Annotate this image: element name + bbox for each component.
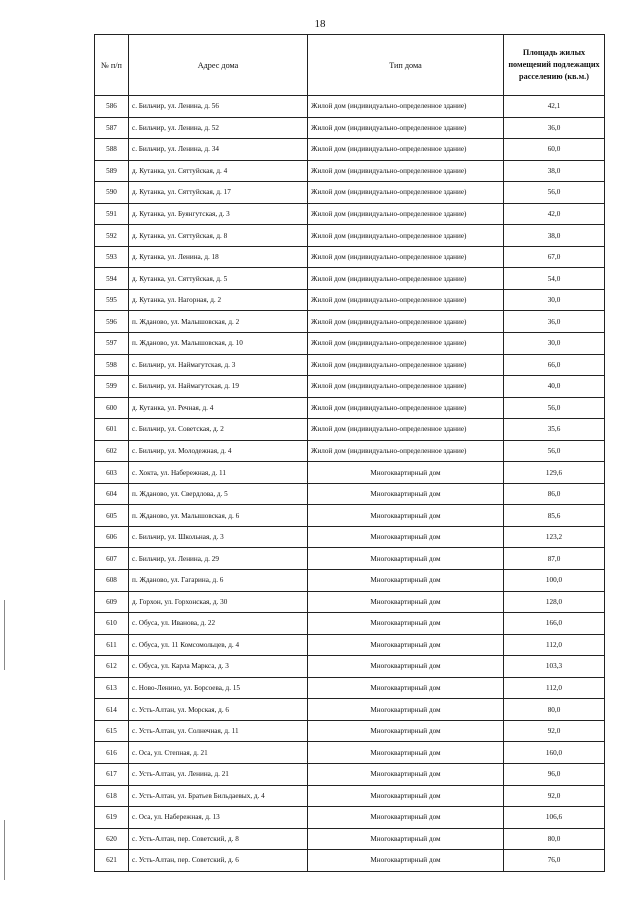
row-house-type: Жилой дом (индивидуально-определенное здание): [308, 182, 504, 204]
header-area: Площадь жилых помещений подлежащих расселению (кв.м.): [504, 35, 605, 96]
table-row: [95, 720, 605, 742]
row-area: 100,0: [504, 570, 605, 592]
row-address: с. Усть-Алтан, ул. Ленина, д. 21: [129, 763, 308, 785]
table-row: [95, 419, 605, 441]
row-area: 76,0: [504, 850, 605, 872]
row-number: 598: [95, 354, 129, 376]
table-row: [95, 742, 605, 764]
row-area: 60,0: [504, 139, 605, 161]
row-number: 620: [95, 828, 129, 850]
row-address: с. Бильчир, ул. Молодежная, д. 4: [129, 440, 308, 462]
row-area: 112,0: [504, 677, 605, 699]
row-area: 103,3: [504, 656, 605, 678]
row-house-type: Многоквартирный дом: [308, 548, 504, 570]
table-row: [95, 570, 605, 592]
row-address: с. Оса, ул. Набережная, д. 13: [129, 807, 308, 829]
row-number: 606: [95, 526, 129, 548]
row-house-type: Жилой дом (индивидуально-определенное здание): [308, 333, 504, 355]
row-area: 67,0: [504, 246, 605, 268]
row-number: 617: [95, 763, 129, 785]
row-house-type: Жилой дом (индивидуально-определенное здание): [308, 139, 504, 161]
row-address: с. Бильчир, ул. Ленина, д. 34: [129, 139, 308, 161]
margin-mark: [4, 820, 5, 880]
row-house-type: Жилой дом (индивидуально-определенное здание): [308, 397, 504, 419]
row-address: п. Жданово, ул. Малышовская, д. 2: [129, 311, 308, 333]
row-number: 609: [95, 591, 129, 613]
table-row: [95, 828, 605, 850]
row-house-type: Многоквартирный дом: [308, 526, 504, 548]
row-number: 596: [95, 311, 129, 333]
row-address: д. Кутанка, ул. Сяттуйская, д. 17: [129, 182, 308, 204]
row-house-type: Многоквартирный дом: [308, 483, 504, 505]
row-house-type: Многоквартирный дом: [308, 763, 504, 785]
table-row: [95, 634, 605, 656]
row-address: с. Бильчир, ул. Ленина, д. 56: [129, 96, 308, 118]
row-house-type: Жилой дом (индивидуально-определенное здание): [308, 354, 504, 376]
row-number: 610: [95, 613, 129, 635]
row-house-type: Многоквартирный дом: [308, 634, 504, 656]
row-area: 160,0: [504, 742, 605, 764]
row-number: 602: [95, 440, 129, 462]
row-number: 597: [95, 333, 129, 355]
row-area: 106,6: [504, 807, 605, 829]
row-number: 601: [95, 419, 129, 441]
row-house-type: Жилой дом (индивидуально-определенное здание): [308, 96, 504, 118]
row-address: д. Кутанка, ул. Нагорная, д. 2: [129, 289, 308, 311]
row-house-type: Многоквартирный дом: [308, 570, 504, 592]
table-row: [95, 699, 605, 721]
table-row: [95, 354, 605, 376]
row-number: 619: [95, 807, 129, 829]
row-house-type: Жилой дом (индивидуально-определенное здание): [308, 311, 504, 333]
row-area: 35,6: [504, 419, 605, 441]
table-row: [95, 117, 605, 139]
table-row: [95, 807, 605, 829]
row-house-type: Многоквартирный дом: [308, 656, 504, 678]
row-number: 618: [95, 785, 129, 807]
row-area: 30,0: [504, 333, 605, 355]
row-number: 603: [95, 462, 129, 484]
table-row: [95, 203, 605, 225]
row-house-type: Многоквартирный дом: [308, 677, 504, 699]
table-row: [95, 591, 605, 613]
row-house-type: Многоквартирный дом: [308, 699, 504, 721]
row-house-type: Жилой дом (индивидуально-определенное здание): [308, 289, 504, 311]
table-row: [95, 613, 605, 635]
row-area: 42,0: [504, 203, 605, 225]
row-house-type: Многоквартирный дом: [308, 720, 504, 742]
row-number: 616: [95, 742, 129, 764]
row-area: 66,0: [504, 354, 605, 376]
row-area: 80,0: [504, 699, 605, 721]
row-number: 605: [95, 505, 129, 527]
row-address: п. Жданово, ул. Малышовская, д. 10: [129, 333, 308, 355]
table-row: [95, 505, 605, 527]
row-address: с. Усть-Алтан, ул. Морская, д. 6: [129, 699, 308, 721]
row-house-type: Жилой дом (индивидуально-определенное здание): [308, 419, 504, 441]
row-area: 38,0: [504, 160, 605, 182]
row-house-type: Жилой дом (индивидуально-определенное здание): [308, 376, 504, 398]
table-row: [95, 160, 605, 182]
row-number: 592: [95, 225, 129, 247]
row-address: с. Хокта, ул. Набережная, д. 11: [129, 462, 308, 484]
row-area: 30,0: [504, 289, 605, 311]
margin-mark: [4, 600, 5, 670]
row-house-type: Жилой дом (индивидуально-определенное здание): [308, 225, 504, 247]
row-address: п. Жданово, ул. Свердлова, д. 5: [129, 483, 308, 505]
table-row: [95, 246, 605, 268]
row-address: п. Жданово, ул. Гагарина, д. 6: [129, 570, 308, 592]
table-row: [95, 96, 605, 118]
table-row: [95, 785, 605, 807]
table-row: [95, 526, 605, 548]
row-area: 36,0: [504, 117, 605, 139]
row-number: 593: [95, 246, 129, 268]
table-row: [95, 182, 605, 204]
header-address: Адрес дома: [129, 35, 308, 96]
row-number: 613: [95, 677, 129, 699]
row-address: д. Кутанка, ул. Ленина, д. 18: [129, 246, 308, 268]
row-house-type: Многоквартирный дом: [308, 505, 504, 527]
row-house-type: Многоквартирный дом: [308, 742, 504, 764]
row-area: 112,0: [504, 634, 605, 656]
row-number: 588: [95, 139, 129, 161]
page-number: 18: [314, 18, 326, 30]
row-number: 615: [95, 720, 129, 742]
row-area: 166,0: [504, 613, 605, 635]
row-address: д. Кутанка, ул. Сяттуйская, д. 5: [129, 268, 308, 290]
row-area: 80,0: [504, 828, 605, 850]
row-address: п. Жданово, ул. Малышовская, д. 6: [129, 505, 308, 527]
row-house-type: Многоквартирный дом: [308, 807, 504, 829]
row-number: 612: [95, 656, 129, 678]
row-area: 42,1: [504, 96, 605, 118]
row-area: 56,0: [504, 182, 605, 204]
row-number: 600: [95, 397, 129, 419]
row-area: 56,0: [504, 397, 605, 419]
row-address: с. Бильчир, ул. Советская, д. 2: [129, 419, 308, 441]
row-area: 123,2: [504, 526, 605, 548]
row-area: 86,0: [504, 483, 605, 505]
row-house-type: Многоквартирный дом: [308, 828, 504, 850]
row-house-type: Многоквартирный дом: [308, 591, 504, 613]
row-address: с. Обуса, ул. 11 Комсомольцев, д. 4: [129, 634, 308, 656]
row-number: 599: [95, 376, 129, 398]
table-row: [95, 763, 605, 785]
row-address: с. Бильчир, ул. Наймагутская, д. 3: [129, 354, 308, 376]
table-row: [95, 289, 605, 311]
row-area: 87,0: [504, 548, 605, 570]
row-house-type: Многоквартирный дом: [308, 850, 504, 872]
row-house-type: Многоквартирный дом: [308, 785, 504, 807]
row-area: 96,0: [504, 763, 605, 785]
table-row: [95, 462, 605, 484]
row-house-type: Жилой дом (индивидуально-определенное здание): [308, 246, 504, 268]
table-row: [95, 656, 605, 678]
row-address: с. Усть-Алтан, пер. Советский, д. 6: [129, 850, 308, 872]
row-address: д. Горхон, ул. Горхонская, д. 30: [129, 591, 308, 613]
table-row: [95, 311, 605, 333]
row-address: с. Бильчир, ул. Наймагутская, д. 19: [129, 376, 308, 398]
row-address: с. Бильчир, ул. Ленина, д. 52: [129, 117, 308, 139]
row-address: д. Кутанка, ул. Сяттуйская, д. 4: [129, 160, 308, 182]
row-address: с. Обуса, ул. Иванова, д. 22: [129, 613, 308, 635]
table-row: [95, 483, 605, 505]
row-address: с. Бильчир, ул. Школьная, д. 3: [129, 526, 308, 548]
row-area: 92,0: [504, 720, 605, 742]
table-row: [95, 225, 605, 247]
row-number: 587: [95, 117, 129, 139]
row-house-type: Многоквартирный дом: [308, 462, 504, 484]
resettlement-table: [94, 34, 605, 872]
table-row: [95, 268, 605, 290]
table-row: [95, 376, 605, 398]
row-number: 614: [95, 699, 129, 721]
row-address: д. Кутанка, ул. Буянгутская, д. 3: [129, 203, 308, 225]
table-row: [95, 548, 605, 570]
row-area: 54,0: [504, 268, 605, 290]
table-header-row: [95, 35, 605, 96]
table-row: [95, 397, 605, 419]
row-address: с. Ново-Ленино, ул. Борсоева, д. 15: [129, 677, 308, 699]
row-house-type: Жилой дом (индивидуально-определенное здание): [308, 268, 504, 290]
row-number: 586: [95, 96, 129, 118]
row-area: 85,6: [504, 505, 605, 527]
row-house-type: Жилой дом (индивидуально-определенное здание): [308, 203, 504, 225]
row-number: 621: [95, 850, 129, 872]
table-row: [95, 139, 605, 161]
row-number: 607: [95, 548, 129, 570]
row-number: 608: [95, 570, 129, 592]
row-area: 92,0: [504, 785, 605, 807]
row-house-type: Многоквартирный дом: [308, 613, 504, 635]
table-row: [95, 850, 605, 872]
row-number: 589: [95, 160, 129, 182]
row-address: с. Оса, ул. Степная, д. 21: [129, 742, 308, 764]
row-number: 604: [95, 483, 129, 505]
row-area: 128,0: [504, 591, 605, 613]
row-address: с. Бильчир, ул. Ленина, д. 29: [129, 548, 308, 570]
row-area: 38,0: [504, 225, 605, 247]
row-address: д. Кутанка, ул. Речная, д. 4: [129, 397, 308, 419]
row-address: с. Усть-Алтан, ул. Солнечная, д. 11: [129, 720, 308, 742]
row-number: 590: [95, 182, 129, 204]
row-address: с. Усть-Алтан, ул. Братьев Бильдаевых, д. 4: [129, 785, 308, 807]
row-number: 595: [95, 289, 129, 311]
row-number: 591: [95, 203, 129, 225]
row-area: 36,0: [504, 311, 605, 333]
row-house-type: Жилой дом (индивидуально-определенное здание): [308, 117, 504, 139]
table-body: [95, 96, 605, 872]
row-area: 40,0: [504, 376, 605, 398]
row-house-type: Жилой дом (индивидуально-определенное здание): [308, 160, 504, 182]
header-type: Тип дома: [308, 35, 504, 96]
row-address: с. Усть-Алтан, пер. Советский, д. 8: [129, 828, 308, 850]
table-row: [95, 333, 605, 355]
row-area: 56,0: [504, 440, 605, 462]
table-row: [95, 440, 605, 462]
row-area: 129,6: [504, 462, 605, 484]
row-number: 611: [95, 634, 129, 656]
row-address: с. Обуса, ул. Карла Маркса, д. 3: [129, 656, 308, 678]
row-house-type: Жилой дом (индивидуально-определенное здание): [308, 440, 504, 462]
row-address: д. Кутанка, ул. Сяттуйская, д. 8: [129, 225, 308, 247]
table-row: [95, 677, 605, 699]
header-num: № п/п: [95, 35, 129, 96]
row-number: 594: [95, 268, 129, 290]
